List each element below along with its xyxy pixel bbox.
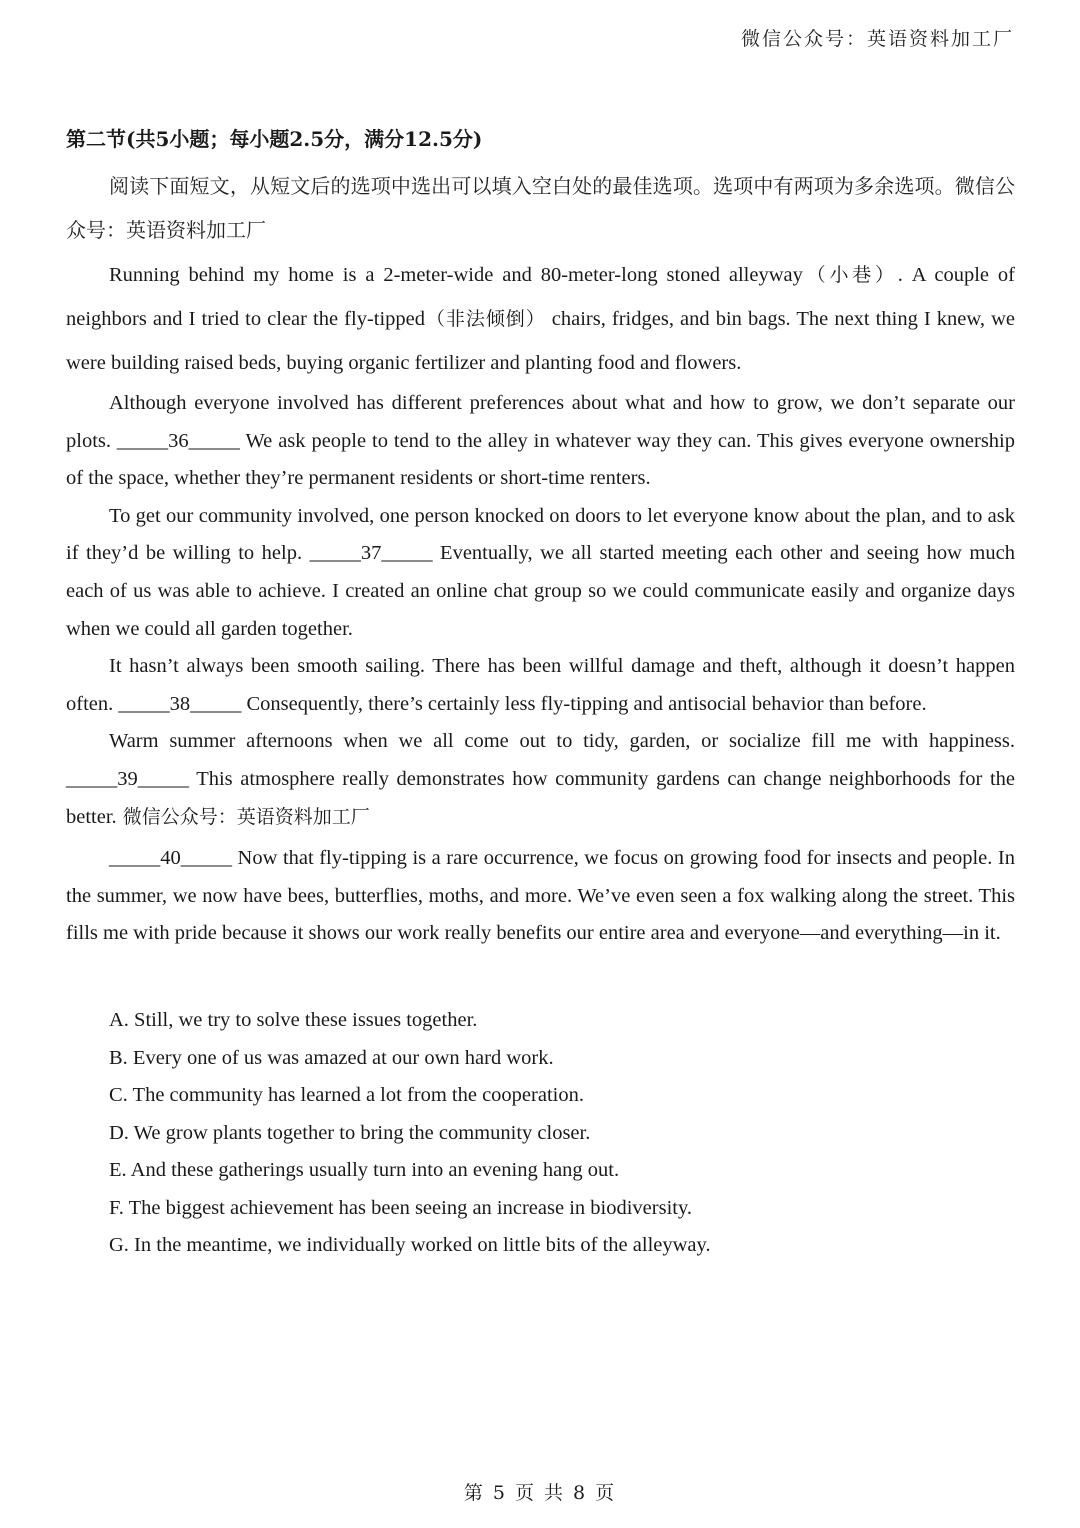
- paragraph-text: We ask people to tend to the alley in whatever way they can. This gives everyone ownership of the space, whether they’re permanent residents or short-time renters.: [66, 429, 1015, 490]
- page-number: 第 5 页 共 8 页: [463, 1482, 617, 1504]
- paragraph-text: Although everyone involved has different preferences about what and how to grow, we don’t separate our plots.: [66, 392, 1015, 452]
- blank-38: _____38_____: [118, 692, 242, 715]
- passage-paragraph-3: [66, 498, 1015, 648]
- passage-paragraph-1: [66, 253, 1015, 385]
- document-body: [66, 124, 1015, 1265]
- passage-paragraph-6: [66, 840, 1015, 953]
- option-e: E. And these gatherings usually turn into an evening hang out.: [109, 1159, 620, 1182]
- paragraph-text: Running behind my home is a 2-meter-wide and 80-meter-long stoned alleyway: [109, 264, 803, 286]
- gloss-fly-tipped: （非法倾倒）: [425, 308, 546, 330]
- paragraph-text: It hasn’t always been smooth sailing. There has been willful damage and theft, although it doesn’t happen often.: [66, 655, 1015, 715]
- option-f: F. The biggest achievement has been seeing an increase in biodiversity.: [109, 1196, 692, 1219]
- passage-paragraph-5: [66, 723, 1015, 836]
- blank-39: _____39_____: [66, 767, 189, 790]
- option-g: G. In the meantime, we individually worked on little bits of the alleyway.: [109, 1234, 711, 1257]
- option-b: B. Every one of us was amazed at our own hard work.: [109, 1046, 554, 1069]
- passage-paragraph-2: [66, 385, 1015, 498]
- paragraph-text: Warm summer afternoons when we all come out to tidy, garden, or socialize fill me with happiness.: [109, 730, 1015, 753]
- gloss-alleyway: （小巷）: [802, 264, 898, 286]
- paragraph-text: Eventually, we all started meeting each other and seeing how much each of us was able to achieve. I created an online chat group so we could communicate easily and organize days when we could all garden together.: [66, 542, 1015, 640]
- blank-36: _____36_____: [116, 429, 240, 452]
- option-c: C. The community has learned a lot from the cooperation.: [109, 1084, 584, 1107]
- option-a: A. Still, we try to solve these issues together.: [109, 1008, 478, 1031]
- answer-options: [66, 1002, 1015, 1265]
- option-d: D. We grow plants together to bring the community closer.: [109, 1121, 591, 1144]
- paragraph-text: Consequently, there’s certainly less fly-tipping and antisocial behavior than before.: [241, 692, 927, 715]
- paragraph-text: . A couple of neighbors and I tried to clear the fly-tipped: [66, 264, 1015, 330]
- paragraph-text: Now that fly-tipping is a rare occurrence, we focus on growing food for insects and people. In the summer, we now have bees, butterflies, moths, and more. We’ve even seen a fox walking along the street. This fills me with pride because it shows our work really benefits our entire area and everyone—and everything—in it.: [66, 847, 1015, 945]
- section-instructions: 阅读下面短文，从短文后的选项中选出可以填入空白处的最佳选项。选项中有两项为多余选项。微信公众号：英语资料加工厂: [66, 174, 1015, 242]
- blank-37: _____37_____: [309, 542, 433, 565]
- inline-watermark: 微信公众号：英语资料加工厂: [116, 805, 370, 828]
- paragraph-text: To get our community involved, one person knocked on doors to let everyone know about the plan, and to ask if they’d be willing to help.: [66, 504, 1015, 565]
- header-watermark: 微信公众号：英语资料加工厂: [740, 28, 1014, 50]
- passage-paragraph-4: [66, 648, 1015, 723]
- section-title: 第二节(共5小题；每小题2.5分，满分12.5分): [66, 127, 483, 151]
- blank-40: _____40_____: [109, 847, 232, 870]
- paragraph-text: chairs, fridges, and bin bags. The next thing I knew, we were building raised beds, buying organic fertilizer and planting food and flowers.: [66, 308, 1015, 374]
- paragraph-text: This atmosphere really demonstrates how community gardens can change neighborhoods for the better.: [66, 767, 1015, 828]
